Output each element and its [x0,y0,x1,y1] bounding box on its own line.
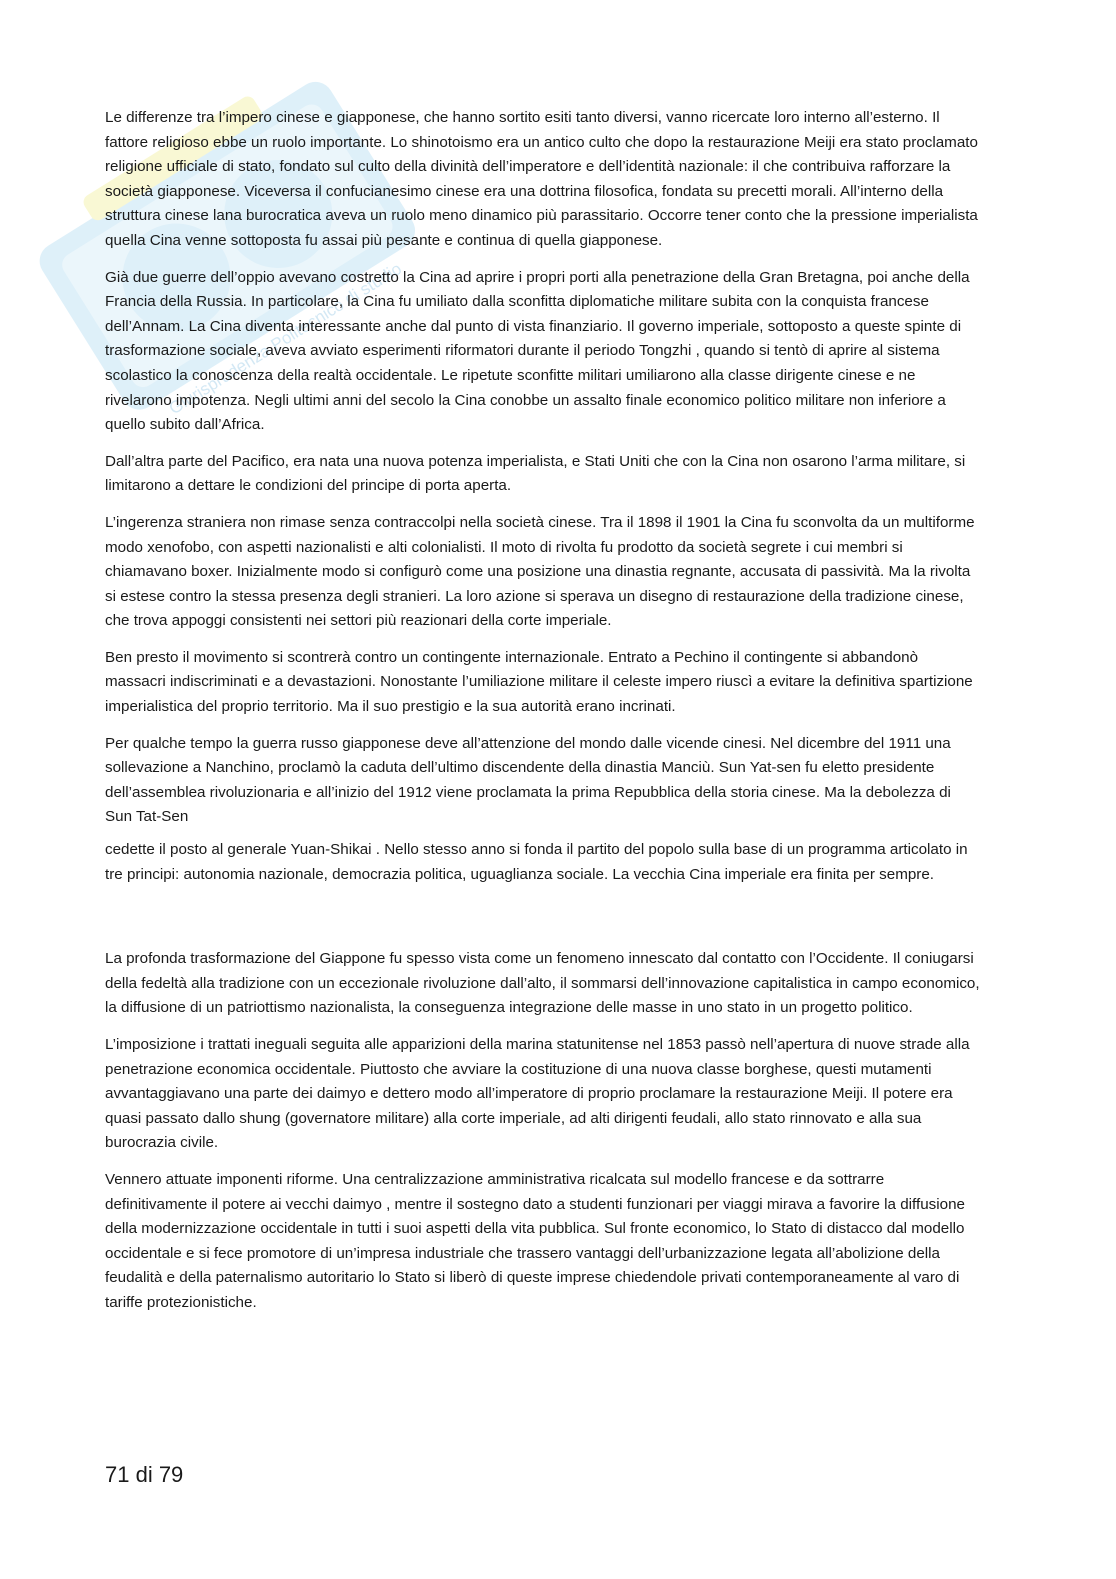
paragraph-7: cedette il posto al generale Yuan-Shikai . Nello stesso anno si fonda il partito del popolo sulla base di un programma articolato in tre principi: autonomia nazionale, democrazia politica, uguaglianza sociale. La vecchia Cina imperiale era finita per sempre. [105,841,968,883]
paragraph-3: Dall’altra parte del Pacifico, era nata una nuova potenza imperialista, e Stati Uniti che con la Cina non osarono l’arma militare, si limitarono a dettare le condizioni del principe di porta aperta. [105,452,966,495]
watermark-text: Giurisprudenza Politecnico di studio [165,258,406,419]
section-gap [105,899,981,947]
paragraph-10: Vennero attuate imponenti riforme. Una centralizzazione amministrativa ricalcata sul modello francese e da sottrarre definitivamente il potere ai vecchi daimyo , mentre il sostegno dato a studenti funzionari per viaggi mirava a favorire la diffusione della modernizzazione occidentale in tutti i suoi aspetti della vita pubblica. Sul fronte economico, lo Stato di distacco dal modello occidentale e si fece promotore di un’impresa industriale che trassero vantaggi dell’urbanizzazione legata all’abolizione della feudalità e della paternalismo autoritario lo Stato si liberò di queste imprese chiedendole privati contemporaneamente al varo di tariffe protezionistiche. [105,1170,965,1311]
paragraph-1: Le differenze tra l’impero cinese e giapponese, che hanno sortito esiti tanto diversi, vanno ricercate loro interno all’esterno. Il fattore religioso ebbe un ruolo importante. Lo shinotoismo era un antico culto che dopo la restaurazione Meiji era stato proclamato religione ufficiale di stato, fondato sul culto della divinità dell’imperatore e dell’identità nazionale: il che contribuiva rafforzare la società giapponese. Viceversa il confucianesimo cinese era una dottrina filosofica, fondata su precetti morali. All’interno della struttura cinese lana burocratica aveva un ruolo meno dinamico più parassitario. Occorre tener conto che la pressione imperialista quella Cina venne sottoposta fu assai più pesante e continua di quella giapponese. [105,109,978,249]
paragraph-8: La profonda trasformazione del Giappone fu spesso vista come un fenomeno innescato dal contatto con l’Occidente. Il coniugarsi della fedeltà alla tradizione con un eccezionale rivoluzione dall’alto, il sommarsi dell’innovazione capitalistica in campo economico, la diffusione di un patriottismo nazionalista, la conseguenza integrazione delle masse in uno stato in un progetto politico. [105,950,980,1017]
document-body [105,106,981,1328]
paragraph-6: Per qualche tempo la guerra russo giapponese deve all’attenzione del mondo dalle vicende cinesi. Nel dicembre del 1911 una sollevazione a Nanchino, proclamò la caduta dell’ultimo discendente della dinastia Manciù. Sun Yat-sen fu eletto presidente dell’assemblea rivoluzionaria e all’inizio del 1912 viene proclamata la prima Repubblica della storia cinese. Ma la debolezza di Sun Tat-Sen [105,734,951,826]
paragraph-4: L’ingerenza straniera non rimase senza contraccolpi nella società cinese. Tra il 1898 il 1901 la Cina fu sconvolta da un multiforme modo xenofobo, con aspetti nazionalisti e alti colonialisti. Il moto di rivolta fu prodotto da società segrete i cui membri si chiamavano boxer. Inizialmente modo si configurò come una posizione una dinastia regnante, accusata di passività. Ma la rivolta si estese contro la stessa presenza degli stranieri. La loro azione si sperava un disegno di restaurazione della tradizione cinese, che trova appoggi consistenti nei settori più reazionari della corte imperiale. [105,513,975,630]
page-number: 71 di 79 [105,1462,184,1487]
paragraph-9: L’imposizione i trattati ineguali seguita alle apparizioni della marina statunitense nel 1853 passò nell’apertura di nuove strade alla penetrazione economica occidentale. Piuttosto che avviare la costituzione di una nuova classe borghese, questi mutamenti avvantaggiavano una parte dei daimyo e dettero modo all’imperatore di proprio proclamare la restaurazione Meiji. Il potere era quasi passato dallo shung (governatore militare) alla corte imperiale, ad alti dirigenti feudali, allo stato rinnovato e alla sua burocrazia civile. [105,1036,970,1152]
paragraph-5: Ben presto il movimento si scontrerà contro un contingente internazionale. Entrato a Pechino il contingente si abbandonò massacri indiscriminati e a devastazioni. Nonostante l’umiliazione militare il celeste impero riuscì a evitare la definitiva spartizione imperialistica del proprio territorio. Ma il suo prestigio e la sua autorità erano incrinati. [105,648,973,716]
paragraph-2: Già due guerre dell’oppio avevano costretto la Cina ad aprire i propri porti alla penetrazione della Gran Bretagna, poi anche della Francia della Russia. In particolare, la Cina fu umiliato dalla sconfitta diplomatiche militare subita con la conquista francese dell’Annam. La Cina diventa interessante anche dal punto di vista finanziario. Il governo imperiale, sottoposto a queste spinte di trasformazione sociale, aveva avviato esperimenti riformatori durante il periodo Tongzhi , quando si tentò di aprire al sistema scolastico la conoscenza della realtà occidentale. Le ripetute sconfitte militari umiliarono alla classe dirigente cinese e ne rivelarono impotenza. Negli ultimi anni del secolo la Cina conobbe un assalto finale economico politico militare non inferiore a quello subito dall’Africa. [105,268,970,434]
